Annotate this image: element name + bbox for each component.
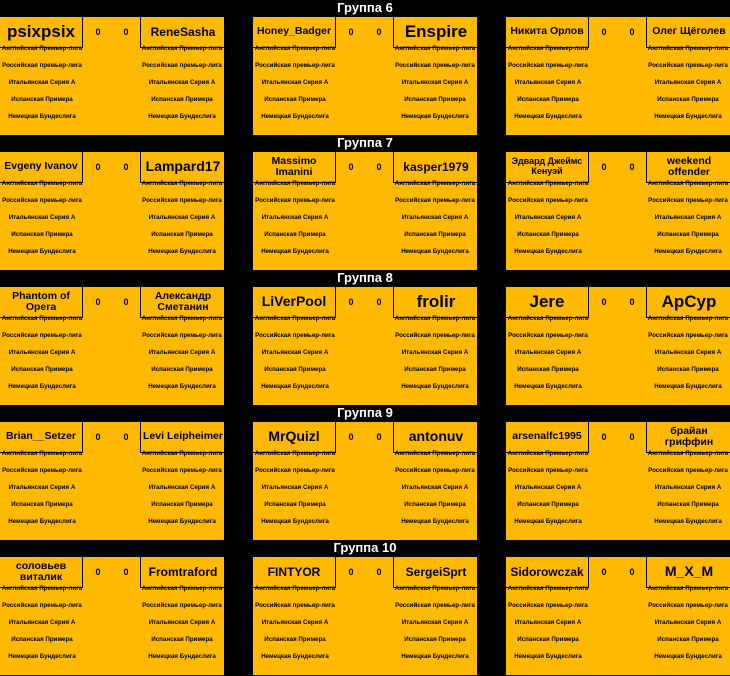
home-league-label: Итальянская Серия А (8, 79, 76, 86)
match-card (253, 17, 477, 135)
match-card (0, 557, 224, 675)
match-card (506, 287, 730, 405)
home-league-label: Испанская Примера (517, 231, 579, 238)
home-league-label: Английская Премьер-лига (254, 315, 336, 322)
home-score[interactable]: 0 (95, 567, 101, 577)
home-league-label: Английская Премьер-лига (507, 585, 589, 592)
away-score[interactable]: 0 (376, 297, 382, 307)
home-player-name[interactable]: Phantom of Opera (0, 287, 83, 318)
home-league-label: Испанская Примера (264, 366, 326, 373)
away-league-label: Российская премьер-лига (142, 467, 222, 474)
away-player-name[interactable]: Levi Leipheimer (140, 422, 224, 453)
away-league-label: Испанская Примера (657, 96, 719, 103)
home-league-label: Немецкая Бундеслига (8, 653, 76, 660)
away-player-name[interactable]: weekend offender (646, 152, 730, 183)
away-league-label: Немецкая Бундеслига (654, 653, 722, 660)
home-league-label: Испанская Примера (264, 231, 326, 238)
home-score[interactable]: 0 (601, 27, 607, 37)
away-league-label: Английская Премьер-лига (394, 585, 476, 592)
away-score[interactable]: 0 (376, 567, 382, 577)
away-league-label: Английская Премьер-лига (141, 45, 223, 52)
away-score[interactable]: 0 (376, 27, 382, 37)
away-league-label: Испанская Примера (151, 231, 213, 238)
away-league-label: Итальянская Серия А (654, 214, 722, 221)
away-league-label: Итальянская Серия А (148, 619, 216, 626)
home-league-label: Английская Премьер-лига (507, 450, 589, 457)
home-score[interactable]: 0 (348, 162, 354, 172)
away-league-label: Испанская Примера (151, 366, 213, 373)
away-score[interactable]: 0 (629, 297, 635, 307)
away-league-label: Итальянская Серия А (401, 79, 469, 86)
away-score[interactable]: 0 (629, 432, 635, 442)
away-league-label: Российская премьер-лига (395, 467, 475, 474)
home-player-name[interactable]: Honey_Badger (253, 17, 336, 48)
home-player-name[interactable]: arsenalfc1995 (506, 422, 589, 453)
home-league-label: Итальянская Серия А (8, 619, 76, 626)
group-title: Группа 9 (337, 405, 393, 420)
home-league-label: Итальянская Серия А (8, 214, 76, 221)
away-league-label: Английская Премьер-лига (647, 585, 729, 592)
home-league-label: Английская Премьер-лига (254, 450, 336, 457)
away-league-label: Английская Премьер-лига (647, 45, 729, 52)
away-league-label: Испанская Примера (657, 636, 719, 643)
away-league-label: Испанская Примера (151, 636, 213, 643)
home-league-label: Российская премьер-лига (508, 602, 588, 609)
away-league-label: Испанская Примера (657, 501, 719, 508)
home-score[interactable]: 0 (601, 567, 607, 577)
away-league-label: Испанская Примера (404, 231, 466, 238)
home-league-label: Испанская Примера (517, 96, 579, 103)
home-league-label: Английская Премьер-лига (254, 45, 336, 52)
home-league-label: Итальянская Серия А (261, 619, 329, 626)
away-league-label: Английская Премьер-лига (394, 180, 476, 187)
home-league-label: Немецкая Бундеслига (8, 113, 76, 120)
away-league-label: Испанская Примера (404, 636, 466, 643)
away-score[interactable]: 0 (629, 162, 635, 172)
away-league-label: Российская премьер-лига (395, 602, 475, 609)
home-league-label: Английская Премьер-лига (507, 180, 589, 187)
away-league-label: Немецкая Бундеслига (654, 518, 722, 525)
away-score[interactable]: 0 (123, 432, 129, 442)
home-league-label: Немецкая Бундеслига (8, 518, 76, 525)
away-league-label: Российская премьер-лига (395, 332, 475, 339)
home-league-label: Итальянская Серия А (514, 349, 582, 356)
away-league-label: Российская премьер-лига (648, 467, 728, 474)
away-score[interactable]: 0 (629, 567, 635, 577)
home-league-label: Испанская Примера (264, 636, 326, 643)
away-league-label: Испанская Примера (404, 366, 466, 373)
home-league-label: Испанская Примера (517, 366, 579, 373)
away-player-name[interactable]: antonuv (393, 422, 477, 453)
match-card (253, 287, 477, 405)
home-league-label: Немецкая Бундеслига (261, 113, 329, 120)
home-league-label: Английская Премьер-лига (1, 585, 83, 592)
away-league-label: Итальянская Серия А (654, 484, 722, 491)
home-league-label: Немецкая Бундеслига (261, 518, 329, 525)
away-league-label: Немецкая Бундеслига (148, 518, 216, 525)
home-player-name[interactable]: Brian__Setzer (0, 422, 83, 453)
home-league-label: Итальянская Серия А (514, 79, 582, 86)
away-player-name[interactable]: Enspire (393, 17, 477, 48)
home-league-label: Испанская Примера (264, 96, 326, 103)
home-player-name[interactable]: MrQuizl (253, 422, 336, 453)
match-card (253, 152, 477, 270)
home-player-name[interactable]: Эдвард Джеймс Кенуэй (506, 152, 589, 183)
home-score[interactable]: 0 (348, 432, 354, 442)
away-player-name[interactable]: SergeiSprt (393, 557, 477, 588)
home-score[interactable]: 0 (601, 432, 607, 442)
group-title: Группа 10 (333, 540, 397, 555)
home-league-label: Российская премьер-лига (255, 332, 335, 339)
home-player-name[interactable]: psixpsix (0, 17, 83, 48)
away-league-label: Немецкая Бундеслига (401, 248, 469, 255)
match-card (506, 557, 730, 675)
away-league-label: Российская премьер-лига (648, 602, 728, 609)
group-title: Группа 6 (337, 0, 393, 15)
away-score[interactable]: 0 (123, 162, 129, 172)
home-score[interactable]: 0 (95, 297, 101, 307)
home-league-label: Английская Премьер-лига (507, 45, 589, 52)
home-score[interactable]: 0 (348, 567, 354, 577)
away-league-label: Испанская Примера (657, 231, 719, 238)
home-score[interactable]: 0 (95, 432, 101, 442)
home-league-label: Немецкая Бундеслига (514, 383, 582, 390)
home-league-label: Итальянская Серия А (8, 349, 76, 356)
home-league-label: Итальянская Серия А (8, 484, 76, 491)
home-player-name[interactable]: Jere (506, 287, 589, 318)
home-player-name[interactable]: Massimo Imanini (253, 152, 336, 183)
home-league-label: Российская премьер-лига (2, 62, 82, 69)
away-score[interactable]: 0 (376, 162, 382, 172)
away-player-name[interactable]: kasper1979 (393, 152, 477, 183)
away-league-label: Английская Премьер-лига (647, 315, 729, 322)
away-league-label: Российская премьер-лига (142, 602, 222, 609)
away-league-label: Английская Премьер-лига (394, 45, 476, 52)
away-league-label: Итальянская Серия А (654, 79, 722, 86)
home-league-label: Итальянская Серия А (514, 484, 582, 491)
home-league-label: Немецкая Бундеслига (261, 653, 329, 660)
home-league-label: Английская Премьер-лига (254, 585, 336, 592)
home-league-label: Российская премьер-лига (2, 467, 82, 474)
away-league-label: Итальянская Серия А (148, 79, 216, 86)
away-league-label: Итальянская Серия А (401, 619, 469, 626)
match-card (0, 17, 224, 135)
home-score[interactable]: 0 (601, 162, 607, 172)
match-card (506, 152, 730, 270)
home-league-label: Российская премьер-лига (508, 467, 588, 474)
away-league-label: Итальянская Серия А (148, 214, 216, 221)
group-title: Группа 8 (337, 270, 393, 285)
home-player-name[interactable]: LiVerPool (253, 287, 336, 318)
away-league-label: Российская премьер-лига (648, 197, 728, 204)
home-league-label: Немецкая Бундеслига (261, 248, 329, 255)
match-card (0, 152, 224, 270)
away-league-label: Немецкая Бундеслига (148, 653, 216, 660)
away-league-label: Немецкая Бундеслига (148, 383, 216, 390)
away-league-label: Английская Премьер-лига (141, 315, 223, 322)
away-league-label: Российская премьер-лига (648, 62, 728, 69)
away-score[interactable]: 0 (629, 27, 635, 37)
home-league-label: Российская премьер-лига (255, 467, 335, 474)
away-league-label: Российская премьер-лига (142, 332, 222, 339)
away-league-label: Испанская Примера (404, 501, 466, 508)
away-league-label: Английская Премьер-лига (394, 450, 476, 457)
home-player-name[interactable]: Никита Орлов (506, 17, 589, 48)
home-league-label: Российская премьер-лига (255, 197, 335, 204)
away-league-label: Испанская Примера (404, 96, 466, 103)
home-league-label: Российская премьер-лига (508, 197, 588, 204)
away-league-label: Испанская Примера (151, 96, 213, 103)
away-league-label: Немецкая Бундеслига (401, 113, 469, 120)
home-league-label: Итальянская Серия А (261, 484, 329, 491)
home-league-label: Итальянская Серия А (514, 619, 582, 626)
home-league-label: Английская Премьер-лига (254, 180, 336, 187)
away-league-label: Итальянская Серия А (148, 484, 216, 491)
home-league-label: Испанская Примера (264, 501, 326, 508)
away-league-label: Российская премьер-лига (142, 62, 222, 69)
away-player-name[interactable]: Fromtraford (140, 557, 224, 588)
home-score[interactable]: 0 (348, 27, 354, 37)
home-league-label: Английская Премьер-лига (1, 315, 83, 322)
match-card (253, 422, 477, 540)
home-league-label: Немецкая Бундеслига (514, 113, 582, 120)
home-league-label: Итальянская Серия А (261, 349, 329, 356)
away-league-label: Российская премьер-лига (395, 197, 475, 204)
match-card (0, 287, 224, 405)
away-player-name[interactable]: Олег Щёголев (646, 17, 730, 48)
home-league-label: Немецкая Бундеслига (8, 248, 76, 255)
away-league-label: Немецкая Бундеслига (654, 113, 722, 120)
away-league-label: Испанская Примера (657, 366, 719, 373)
away-player-name[interactable]: ReneSasha (140, 17, 224, 48)
home-league-label: Итальянская Серия А (261, 214, 329, 221)
home-league-label: Российская премьер-лига (2, 197, 82, 204)
away-league-label: Английская Премьер-лига (394, 315, 476, 322)
home-player-name[interactable]: Sidorowczak (506, 557, 589, 588)
away-league-label: Немецкая Бундеслига (148, 248, 216, 255)
home-league-label: Итальянская Серия А (261, 79, 329, 86)
home-league-label: Испанская Примера (11, 501, 73, 508)
away-player-name[interactable]: M_X_M (646, 557, 730, 588)
home-league-label: Немецкая Бундеслига (261, 383, 329, 390)
away-score[interactable]: 0 (123, 297, 129, 307)
match-card (506, 422, 730, 540)
away-player-name[interactable]: Александр Сметанин (140, 287, 224, 318)
home-league-label: Российская премьер-лига (508, 332, 588, 339)
away-league-label: Английская Премьер-лига (141, 585, 223, 592)
home-league-label: Российская премьер-лига (2, 332, 82, 339)
away-player-name[interactable]: Lampard17 (140, 152, 224, 183)
away-league-label: Российская премьер-лига (648, 332, 728, 339)
away-league-label: Итальянская Серия А (401, 484, 469, 491)
home-player-name[interactable]: Evgeny Ivanov (0, 152, 83, 183)
home-league-label: Английская Премьер-лига (1, 450, 83, 457)
home-score[interactable]: 0 (601, 297, 607, 307)
group-title: Группа 7 (337, 135, 393, 150)
home-league-label: Испанская Примера (11, 231, 73, 238)
away-league-label: Немецкая Бундеслига (401, 518, 469, 525)
away-score[interactable]: 0 (123, 567, 129, 577)
home-player-name[interactable]: FINTYOR (253, 557, 336, 588)
home-league-label: Немецкая Бундеслига (514, 518, 582, 525)
away-player-name[interactable]: ApCyp (646, 287, 730, 318)
home-league-label: Российская премьер-лига (255, 602, 335, 609)
match-card (506, 17, 730, 135)
away-league-label: Английская Премьер-лига (647, 180, 729, 187)
home-league-label: Испанская Примера (517, 501, 579, 508)
home-league-label: Российская премьер-лига (2, 602, 82, 609)
home-league-label: Английская Премьер-лига (1, 45, 83, 52)
away-league-label: Английская Премьер-лига (647, 450, 729, 457)
home-league-label: Итальянская Серия А (514, 214, 582, 221)
away-league-label: Испанская Примера (151, 501, 213, 508)
away-league-label: Английская Премьер-лига (141, 450, 223, 457)
away-league-label: Российская премьер-лига (395, 62, 475, 69)
away-league-label: Российская премьер-лига (142, 197, 222, 204)
away-league-label: Немецкая Бундеслига (148, 113, 216, 120)
away-player-name[interactable]: брайан гриффин (646, 422, 730, 453)
home-league-label: Испанская Примера (11, 636, 73, 643)
away-league-label: Немецкая Бундеслига (654, 248, 722, 255)
away-league-label: Итальянская Серия А (401, 349, 469, 356)
home-score[interactable]: 0 (95, 162, 101, 172)
away-league-label: Немецкая Бундеслига (401, 653, 469, 660)
home-league-label: Российская премьер-лига (508, 62, 588, 69)
away-score[interactable]: 0 (123, 27, 129, 37)
away-score[interactable]: 0 (376, 432, 382, 442)
away-league-label: Итальянская Серия А (148, 349, 216, 356)
home-league-label: Немецкая Бундеслига (8, 383, 76, 390)
away-player-name[interactable]: frolir (393, 287, 477, 318)
home-league-label: Немецкая Бундеслига (514, 248, 582, 255)
home-player-name[interactable]: соловьев виталик (0, 557, 83, 588)
home-league-label: Испанская Примера (11, 366, 73, 373)
away-league-label: Английская Премьер-лига (141, 180, 223, 187)
home-score[interactable]: 0 (95, 27, 101, 37)
home-league-label: Английская Премьер-лига (1, 180, 83, 187)
away-league-label: Итальянская Серия А (654, 349, 722, 356)
away-league-label: Немецкая Бундеслига (401, 383, 469, 390)
away-league-label: Немецкая Бундеслига (654, 383, 722, 390)
away-league-label: Итальянская Серия А (654, 619, 722, 626)
home-league-label: Немецкая Бундеслига (514, 653, 582, 660)
home-league-label: Английская Премьер-лига (507, 315, 589, 322)
home-league-label: Испанская Примера (517, 636, 579, 643)
home-league-label: Российская премьер-лига (255, 62, 335, 69)
away-league-label: Итальянская Серия А (401, 214, 469, 221)
match-card (0, 422, 224, 540)
home-league-label: Испанская Примера (11, 96, 73, 103)
home-score[interactable]: 0 (348, 297, 354, 307)
match-card (253, 557, 477, 675)
